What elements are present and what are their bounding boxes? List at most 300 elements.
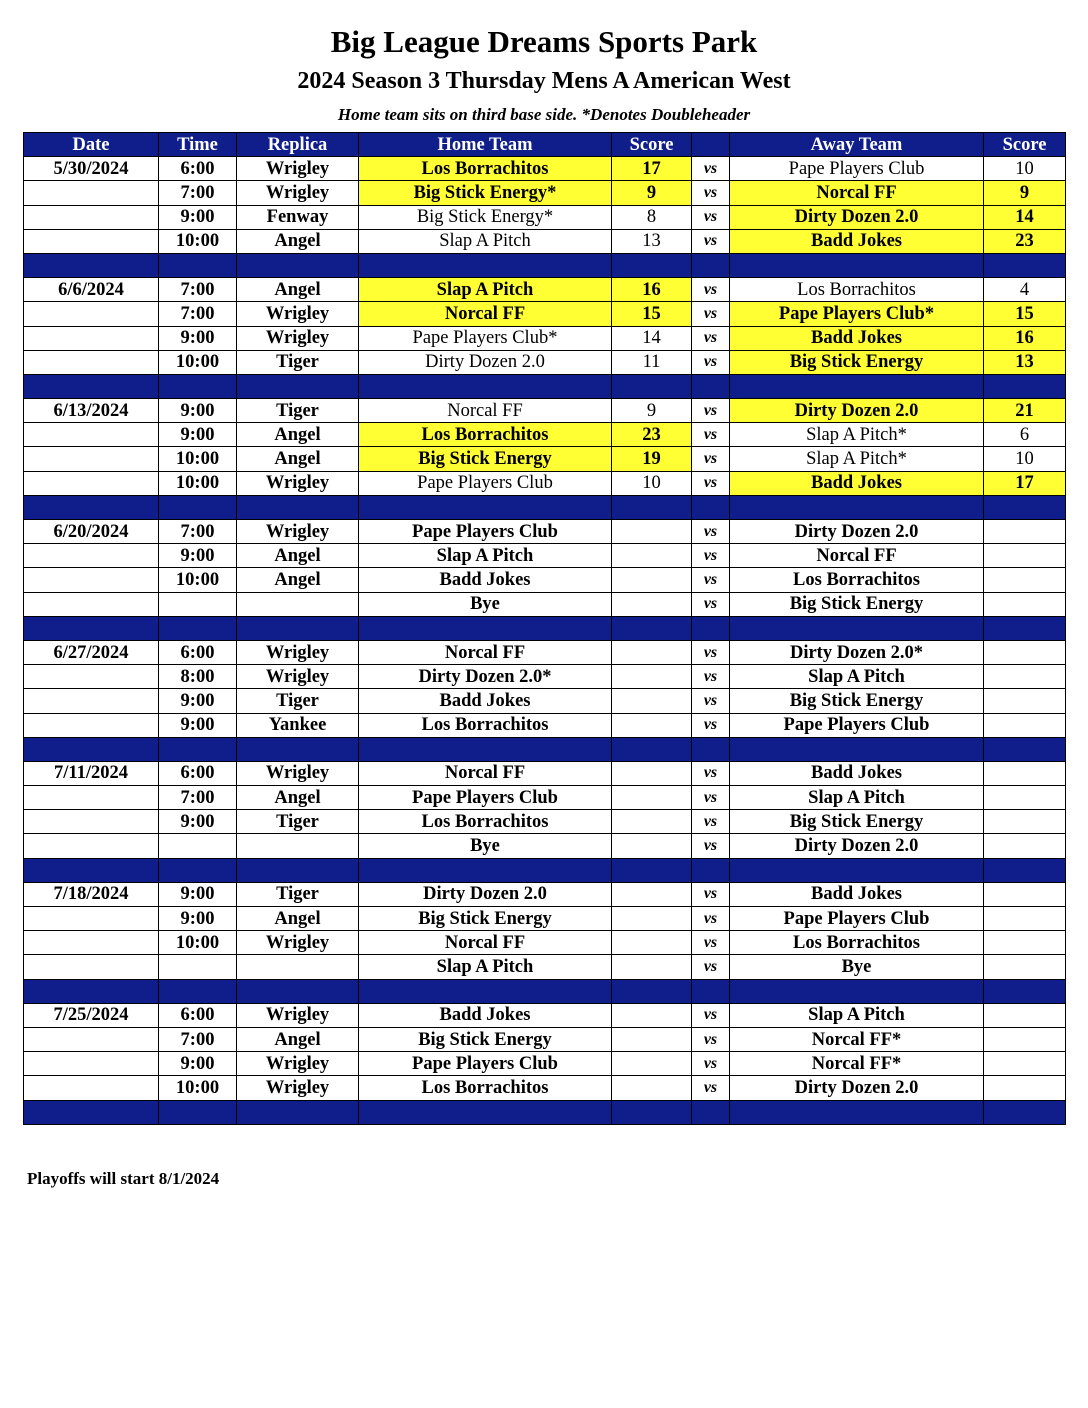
- away-score-cell: [984, 810, 1066, 834]
- header-date: Date: [24, 133, 159, 157]
- date-cell: [24, 665, 159, 689]
- replica-cell: Wrigley: [237, 326, 359, 350]
- time-cell: [159, 834, 237, 858]
- game-row: [24, 834, 1066, 858]
- home-score-cell: [612, 689, 692, 713]
- date-cell: [24, 713, 159, 737]
- away-score-cell: 17: [984, 471, 1066, 495]
- replica-cell: [237, 834, 359, 858]
- separator-cell: [237, 737, 359, 761]
- date-cell: 6/6/2024: [24, 278, 159, 302]
- game-row: [24, 205, 1066, 229]
- replica-cell: Wrigley: [237, 1003, 359, 1027]
- date-cell: 6/13/2024: [24, 399, 159, 423]
- time-cell: 7:00: [159, 302, 237, 326]
- time-cell: 9:00: [159, 882, 237, 906]
- away-score-cell: [984, 640, 1066, 664]
- separator-cell: [237, 374, 359, 398]
- home-score-cell: [612, 568, 692, 592]
- game-row: [24, 1027, 1066, 1051]
- game-row: [24, 568, 1066, 592]
- home-score-cell: [612, 882, 692, 906]
- date-cell: [24, 229, 159, 253]
- away-team-cell: Norcal FF*: [730, 1052, 984, 1076]
- home-team-cell: Big Stick Energy: [359, 447, 612, 471]
- separator-cell: [730, 616, 984, 640]
- replica-cell: Wrigley: [237, 665, 359, 689]
- schedule-body: [24, 157, 1066, 1125]
- time-cell: 6:00: [159, 761, 237, 785]
- replica-cell: Angel: [237, 786, 359, 810]
- separator-cell: [359, 858, 612, 882]
- separator-cell: [24, 1100, 159, 1124]
- home-score-cell: [612, 907, 692, 931]
- game-row: [24, 544, 1066, 568]
- schedule-table: [23, 132, 1066, 1125]
- away-team-cell: Pape Players Club*: [730, 302, 984, 326]
- vs-cell: vs: [692, 1003, 730, 1027]
- vs-cell: vs: [692, 302, 730, 326]
- separator-cell: [237, 979, 359, 1003]
- time-cell: 10:00: [159, 350, 237, 374]
- separator-cell: [612, 253, 692, 277]
- vs-cell: vs: [692, 640, 730, 664]
- separator-cell: [359, 495, 612, 519]
- separator-cell: [24, 253, 159, 277]
- date-cell: [24, 834, 159, 858]
- away-score-cell: [984, 592, 1066, 616]
- time-cell: 9:00: [159, 326, 237, 350]
- replica-cell: Angel: [237, 568, 359, 592]
- vs-cell: vs: [692, 592, 730, 616]
- home-team-cell: Los Borrachitos: [359, 1076, 612, 1100]
- home-team-cell: Pape Players Club: [359, 520, 612, 544]
- vs-cell: vs: [692, 544, 730, 568]
- time-cell: 9:00: [159, 423, 237, 447]
- game-row: [24, 229, 1066, 253]
- time-cell: 9:00: [159, 810, 237, 834]
- time-cell: 9:00: [159, 689, 237, 713]
- vs-cell: vs: [692, 1052, 730, 1076]
- home-score-cell: [612, 834, 692, 858]
- vs-cell: vs: [692, 713, 730, 737]
- away-score-cell: [984, 834, 1066, 858]
- time-cell: 7:00: [159, 181, 237, 205]
- vs-cell: vs: [692, 931, 730, 955]
- separator-cell: [730, 858, 984, 882]
- separator-cell: [24, 858, 159, 882]
- game-row: [24, 955, 1066, 979]
- away-score-cell: [984, 568, 1066, 592]
- game-row: [24, 640, 1066, 664]
- vs-cell: vs: [692, 834, 730, 858]
- away-score-cell: [984, 1052, 1066, 1076]
- away-team-cell: Slap A Pitch: [730, 786, 984, 810]
- away-score-cell: [984, 907, 1066, 931]
- replica-cell: Angel: [237, 1027, 359, 1051]
- vs-cell: vs: [692, 181, 730, 205]
- away-score-cell: 10: [984, 157, 1066, 181]
- vs-cell: vs: [692, 326, 730, 350]
- home-team-cell: Bye: [359, 592, 612, 616]
- week-separator: [24, 374, 1066, 398]
- game-row: [24, 810, 1066, 834]
- home-score-cell: 11: [612, 350, 692, 374]
- replica-cell: Tiger: [237, 350, 359, 374]
- game-row: [24, 907, 1066, 931]
- away-team-cell: Los Borrachitos: [730, 278, 984, 302]
- vs-cell: vs: [692, 665, 730, 689]
- separator-cell: [692, 858, 730, 882]
- separator-cell: [612, 616, 692, 640]
- away-team-cell: Big Stick Energy: [730, 810, 984, 834]
- home-score-cell: 13: [612, 229, 692, 253]
- home-score-cell: [612, 1076, 692, 1100]
- separator-cell: [730, 495, 984, 519]
- replica-cell: Tiger: [237, 689, 359, 713]
- separator-cell: [359, 374, 612, 398]
- away-team-cell: Norcal FF*: [730, 1027, 984, 1051]
- date-cell: [24, 1052, 159, 1076]
- header-home-score: Score: [612, 133, 692, 157]
- time-cell: 10:00: [159, 931, 237, 955]
- vs-cell: vs: [692, 568, 730, 592]
- separator-cell: [612, 374, 692, 398]
- week-separator: [24, 1100, 1066, 1124]
- separator-cell: [24, 374, 159, 398]
- vs-cell: vs: [692, 471, 730, 495]
- away-team-cell: Dirty Dozen 2.0: [730, 520, 984, 544]
- time-cell: 9:00: [159, 205, 237, 229]
- date-cell: [24, 1076, 159, 1100]
- away-score-cell: [984, 544, 1066, 568]
- separator-cell: [159, 737, 237, 761]
- away-team-cell: Norcal FF: [730, 181, 984, 205]
- home-score-cell: [612, 1027, 692, 1051]
- page-title: Big League Dreams Sports Park: [330, 24, 758, 59]
- date-cell: [24, 786, 159, 810]
- game-row: [24, 1052, 1066, 1076]
- vs-cell: vs: [692, 810, 730, 834]
- game-row: [24, 399, 1066, 423]
- away-score-cell: 14: [984, 205, 1066, 229]
- away-team-cell: Bye: [730, 955, 984, 979]
- game-row: [24, 689, 1066, 713]
- separator-cell: [359, 1100, 612, 1124]
- game-row: [24, 786, 1066, 810]
- home-score-cell: [612, 592, 692, 616]
- time-cell: 10:00: [159, 229, 237, 253]
- playoffs-note: Playoffs will start 8/1/2024: [27, 1169, 220, 1188]
- separator-cell: [24, 979, 159, 1003]
- separator-cell: [237, 1100, 359, 1124]
- game-row: [24, 447, 1066, 471]
- home-team-cell: Pape Players Club: [359, 1052, 612, 1076]
- replica-cell: Angel: [237, 423, 359, 447]
- game-row: [24, 350, 1066, 374]
- replica-cell: Angel: [237, 447, 359, 471]
- time-cell: 9:00: [159, 399, 237, 423]
- replica-cell: Angel: [237, 229, 359, 253]
- game-row: [24, 278, 1066, 302]
- replica-cell: Wrigley: [237, 640, 359, 664]
- home-team-cell: Norcal FF: [359, 399, 612, 423]
- date-cell: [24, 907, 159, 931]
- home-team-cell: Norcal FF: [359, 640, 612, 664]
- vs-cell: vs: [692, 205, 730, 229]
- separator-cell: [24, 616, 159, 640]
- home-score-cell: 9: [612, 181, 692, 205]
- home-team-cell: Norcal FF: [359, 761, 612, 785]
- game-row: [24, 423, 1066, 447]
- separator-cell: [24, 737, 159, 761]
- away-team-cell: Dirty Dozen 2.0: [730, 834, 984, 858]
- replica-cell: Tiger: [237, 882, 359, 906]
- separator-cell: [159, 1100, 237, 1124]
- home-team-cell: Badd Jokes: [359, 1003, 612, 1027]
- separator-cell: [730, 1100, 984, 1124]
- away-score-cell: 15: [984, 302, 1066, 326]
- replica-cell: Angel: [237, 278, 359, 302]
- time-cell: 9:00: [159, 1052, 237, 1076]
- replica-cell: Tiger: [237, 399, 359, 423]
- home-score-cell: [612, 1003, 692, 1027]
- separator-cell: [730, 253, 984, 277]
- replica-cell: Wrigley: [237, 157, 359, 181]
- home-score-cell: 14: [612, 326, 692, 350]
- away-score-cell: [984, 931, 1066, 955]
- game-row: [24, 520, 1066, 544]
- separator-cell: [612, 858, 692, 882]
- time-cell: 7:00: [159, 520, 237, 544]
- vs-cell: vs: [692, 229, 730, 253]
- home-team-cell: Dirty Dozen 2.0: [359, 882, 612, 906]
- time-cell: 10:00: [159, 568, 237, 592]
- time-cell: 9:00: [159, 713, 237, 737]
- separator-cell: [692, 1100, 730, 1124]
- date-cell: [24, 302, 159, 326]
- game-row: [24, 181, 1066, 205]
- time-cell: 10:00: [159, 447, 237, 471]
- home-team-cell: Bye: [359, 834, 612, 858]
- separator-cell: [984, 253, 1066, 277]
- separator-cell: [159, 616, 237, 640]
- away-team-cell: Los Borrachitos: [730, 931, 984, 955]
- away-score-cell: [984, 520, 1066, 544]
- away-team-cell: Badd Jokes: [730, 471, 984, 495]
- vs-cell: vs: [692, 350, 730, 374]
- separator-cell: [612, 1100, 692, 1124]
- week-separator: [24, 616, 1066, 640]
- home-team-cell: Slap A Pitch: [359, 278, 612, 302]
- home-score-cell: [612, 520, 692, 544]
- home-team-cell: Pape Players Club: [359, 471, 612, 495]
- separator-cell: [237, 616, 359, 640]
- date-cell: 7/25/2024: [24, 1003, 159, 1027]
- home-score-cell: 19: [612, 447, 692, 471]
- game-row: [24, 1003, 1066, 1027]
- header-time: Time: [159, 133, 237, 157]
- separator-cell: [159, 858, 237, 882]
- home-team-cell: Slap A Pitch: [359, 229, 612, 253]
- home-score-cell: [612, 1052, 692, 1076]
- time-cell: 10:00: [159, 1076, 237, 1100]
- away-team-cell: Dirty Dozen 2.0: [730, 205, 984, 229]
- header-vs: [692, 133, 730, 157]
- date-cell: [24, 592, 159, 616]
- separator-cell: [692, 979, 730, 1003]
- away-team-cell: Big Stick Energy: [730, 350, 984, 374]
- vs-cell: vs: [692, 157, 730, 181]
- week-separator: [24, 495, 1066, 519]
- game-row: [24, 326, 1066, 350]
- away-score-cell: 4: [984, 278, 1066, 302]
- separator-cell: [24, 495, 159, 519]
- home-score-cell: 8: [612, 205, 692, 229]
- home-team-cell: Los Borrachitos: [359, 713, 612, 737]
- game-row: [24, 302, 1066, 326]
- schedule-note: Home team sits on third base side. *Denotes Doubleheader: [337, 105, 751, 124]
- date-cell: 7/11/2024: [24, 761, 159, 785]
- replica-cell: Wrigley: [237, 471, 359, 495]
- date-cell: [24, 326, 159, 350]
- time-cell: [159, 955, 237, 979]
- home-team-cell: Norcal FF: [359, 302, 612, 326]
- home-team-cell: Dirty Dozen 2.0: [359, 350, 612, 374]
- separator-cell: [237, 858, 359, 882]
- separator-cell: [237, 253, 359, 277]
- away-team-cell: Big Stick Energy: [730, 592, 984, 616]
- game-row: [24, 665, 1066, 689]
- vs-cell: vs: [692, 423, 730, 447]
- week-separator: [24, 979, 1066, 1003]
- vs-cell: vs: [692, 689, 730, 713]
- separator-cell: [692, 616, 730, 640]
- away-team-cell: Slap A Pitch: [730, 1003, 984, 1027]
- home-team-cell: Big Stick Energy*: [359, 181, 612, 205]
- home-score-cell: 16: [612, 278, 692, 302]
- home-score-cell: 10: [612, 471, 692, 495]
- separator-cell: [984, 374, 1066, 398]
- home-team-cell: Pape Players Club: [359, 786, 612, 810]
- date-cell: [24, 568, 159, 592]
- separator-cell: [730, 737, 984, 761]
- home-score-cell: [612, 544, 692, 568]
- header-home-team: Home Team: [359, 133, 612, 157]
- date-cell: [24, 471, 159, 495]
- time-cell: 7:00: [159, 1027, 237, 1051]
- away-score-cell: 16: [984, 326, 1066, 350]
- home-score-cell: [612, 810, 692, 834]
- vs-cell: vs: [692, 278, 730, 302]
- home-team-cell: Big Stick Energy*: [359, 205, 612, 229]
- time-cell: [159, 592, 237, 616]
- date-cell: 6/27/2024: [24, 640, 159, 664]
- header-replica: Replica: [237, 133, 359, 157]
- home-score-cell: [612, 931, 692, 955]
- separator-cell: [612, 979, 692, 1003]
- separator-cell: [984, 616, 1066, 640]
- separator-cell: [359, 979, 612, 1003]
- separator-cell: [612, 495, 692, 519]
- away-team-cell: Pape Players Club: [730, 157, 984, 181]
- replica-cell: Angel: [237, 907, 359, 931]
- separator-cell: [612, 737, 692, 761]
- vs-cell: vs: [692, 882, 730, 906]
- game-row: [24, 931, 1066, 955]
- replica-cell: [237, 955, 359, 979]
- time-cell: 6:00: [159, 1003, 237, 1027]
- date-cell: [24, 544, 159, 568]
- home-score-cell: 17: [612, 157, 692, 181]
- home-team-cell: Los Borrachitos: [359, 810, 612, 834]
- time-cell: 10:00: [159, 471, 237, 495]
- game-row: [24, 882, 1066, 906]
- game-row: [24, 761, 1066, 785]
- date-cell: [24, 955, 159, 979]
- home-team-cell: Norcal FF: [359, 931, 612, 955]
- home-score-cell: 23: [612, 423, 692, 447]
- home-score-cell: [612, 786, 692, 810]
- vs-cell: vs: [692, 907, 730, 931]
- date-cell: [24, 350, 159, 374]
- away-team-cell: Dirty Dozen 2.0*: [730, 640, 984, 664]
- separator-cell: [730, 979, 984, 1003]
- home-score-cell: [612, 640, 692, 664]
- vs-cell: vs: [692, 1076, 730, 1100]
- away-score-cell: [984, 761, 1066, 785]
- away-score-cell: [984, 665, 1066, 689]
- away-score-cell: [984, 882, 1066, 906]
- vs-cell: vs: [692, 520, 730, 544]
- replica-cell: Tiger: [237, 810, 359, 834]
- home-team-cell: Los Borrachitos: [359, 423, 612, 447]
- away-team-cell: Badd Jokes: [730, 761, 984, 785]
- vs-cell: vs: [692, 761, 730, 785]
- vs-cell: vs: [692, 1027, 730, 1051]
- home-team-cell: Slap A Pitch: [359, 955, 612, 979]
- replica-cell: Angel: [237, 544, 359, 568]
- separator-cell: [359, 616, 612, 640]
- time-cell: 6:00: [159, 640, 237, 664]
- home-team-cell: Big Stick Energy: [359, 1027, 612, 1051]
- page-subtitle: 2024 Season 3 Thursday Mens A American West: [297, 68, 791, 94]
- separator-cell: [692, 374, 730, 398]
- away-score-cell: [984, 1003, 1066, 1027]
- game-row: [24, 157, 1066, 181]
- away-score-cell: 9: [984, 181, 1066, 205]
- away-team-cell: Badd Jokes: [730, 326, 984, 350]
- vs-cell: vs: [692, 786, 730, 810]
- separator-cell: [692, 495, 730, 519]
- away-team-cell: Badd Jokes: [730, 882, 984, 906]
- home-score-cell: [612, 665, 692, 689]
- date-cell: 6/20/2024: [24, 520, 159, 544]
- home-team-cell: Big Stick Energy: [359, 907, 612, 931]
- away-team-cell: Dirty Dozen 2.0: [730, 1076, 984, 1100]
- home-score-cell: [612, 955, 692, 979]
- time-cell: 6:00: [159, 157, 237, 181]
- replica-cell: Yankee: [237, 713, 359, 737]
- header-away-score: Score: [984, 133, 1066, 157]
- replica-cell: Wrigley: [237, 1076, 359, 1100]
- away-team-cell: Slap A Pitch*: [730, 423, 984, 447]
- away-team-cell: Big Stick Energy: [730, 689, 984, 713]
- home-team-cell: Slap A Pitch: [359, 544, 612, 568]
- replica-cell: Wrigley: [237, 761, 359, 785]
- separator-cell: [730, 374, 984, 398]
- home-score-cell: 9: [612, 399, 692, 423]
